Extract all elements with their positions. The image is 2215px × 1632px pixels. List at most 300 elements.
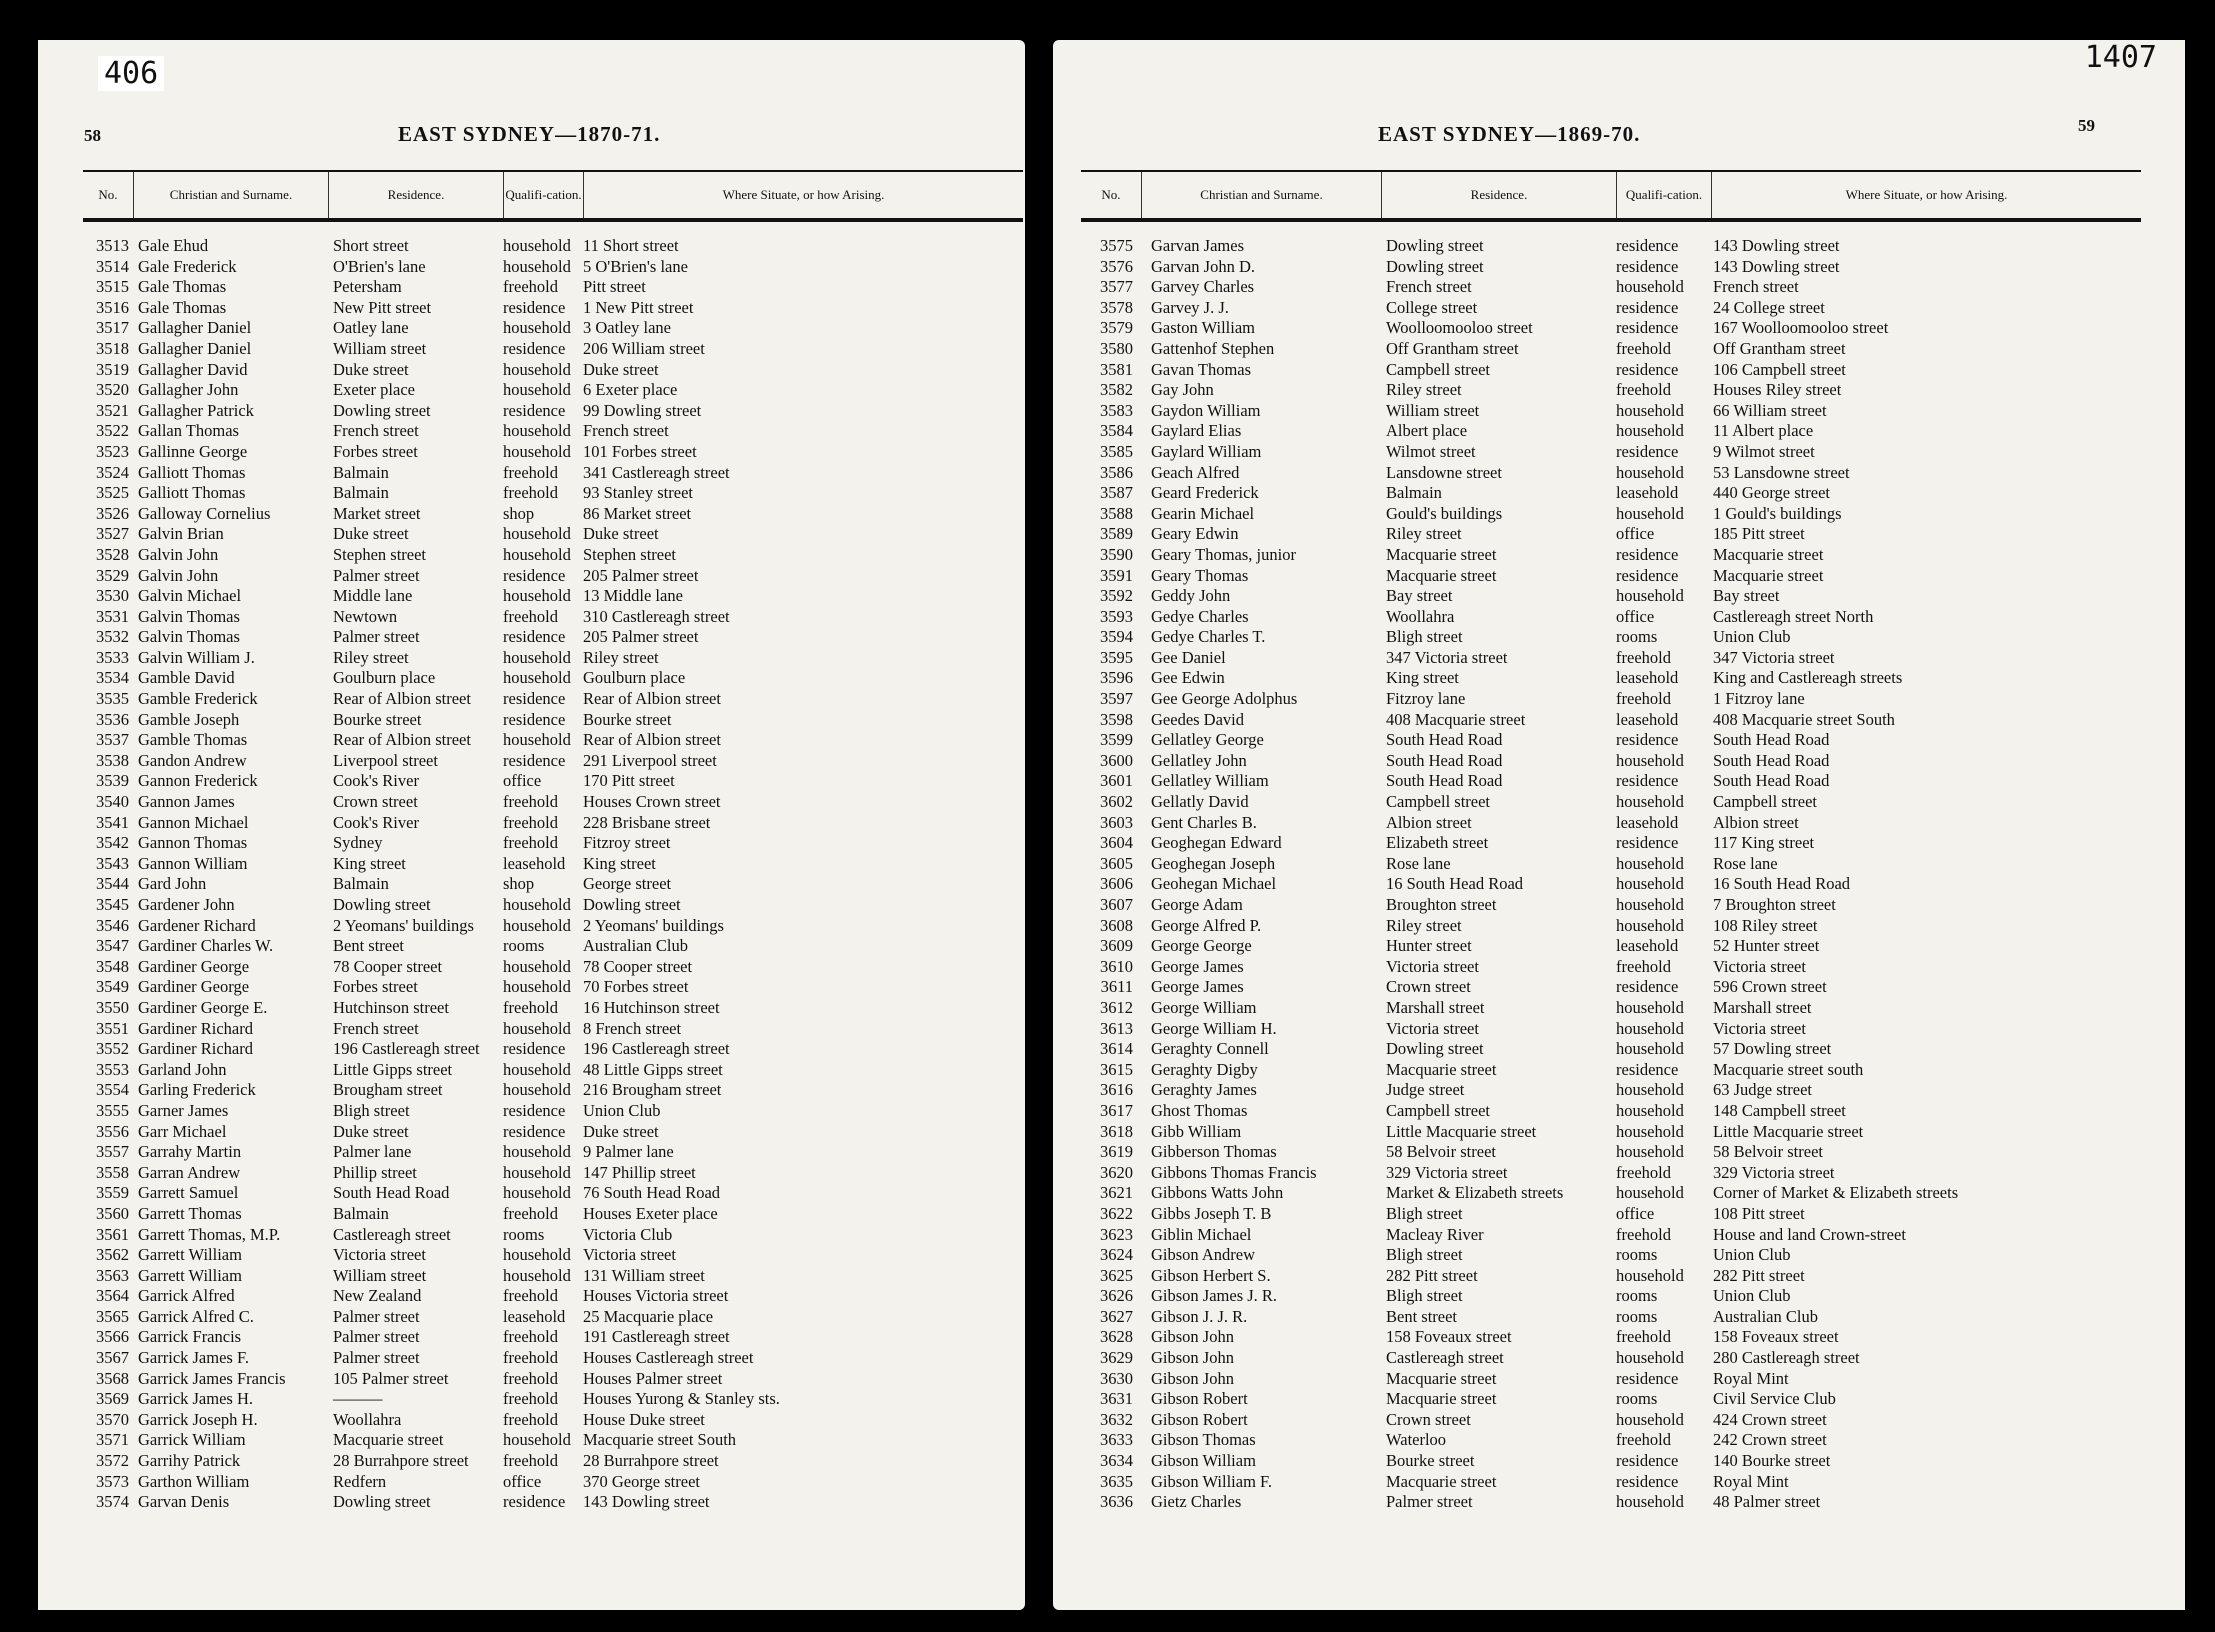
table-row (83, 483, 1013, 504)
entry-where: Houses Crown street (583, 792, 721, 812)
entry-where: 108 Pitt street (1713, 1203, 1805, 1223)
entry-qualification: household (1616, 1183, 1684, 1203)
entry-where: 310 Castlereagh street (583, 606, 730, 626)
entry-residence: Palmer street (333, 1348, 420, 1368)
table-row (83, 257, 1013, 278)
table-row (1081, 421, 2171, 442)
table-row (1081, 1327, 2171, 1348)
table-row (1081, 792, 2171, 813)
entry-qualification: household (503, 1430, 571, 1450)
entry-where: 48 Little Gipps street (583, 1059, 723, 1079)
entry-where: King street (583, 853, 656, 873)
entry-qualification: household (503, 977, 571, 997)
entry-qualification: household (503, 647, 571, 667)
entry-name: Gallagher David (138, 359, 248, 379)
table-row (1081, 771, 2171, 792)
entry-where: Houses Palmer street (583, 1368, 723, 1388)
entry-residence: South Head Road (1386, 771, 1503, 791)
table-row (83, 1266, 1013, 1287)
entry-qualification: freehold (1616, 1327, 1671, 1347)
entry-number: 3600 (1100, 750, 1133, 770)
entry-number: 3566 (96, 1327, 129, 1347)
entry-where: 63 Judge street (1713, 1080, 1812, 1100)
entry-where: 242 Crown street (1713, 1430, 1827, 1450)
entry-qualification: leasehold (1616, 668, 1679, 688)
entry-where: Royal Mint (1713, 1368, 1789, 1388)
entry-where: 424 Crown street (1713, 1409, 1827, 1429)
entry-name: Gedye Charles T. (1151, 627, 1266, 647)
entry-qualification: freehold (503, 792, 558, 812)
running-head: EAST SYDNEY—1870-71. (398, 122, 661, 146)
entry-where: 280 Castlereagh street (1713, 1348, 1860, 1368)
entry-qualification: household (1616, 792, 1684, 812)
entry-number: 3618 (1100, 1121, 1133, 1141)
entry-qualification: leasehold (503, 1306, 566, 1326)
entry-qualification: freehold (1616, 1224, 1671, 1244)
entry-where: 117 King street (1713, 833, 1815, 853)
table-row (1081, 380, 2171, 401)
entry-qualification: household (1616, 1039, 1684, 1059)
entry-where: Victoria Club (583, 1224, 673, 1244)
entry-where: 341 Castlereagh street (583, 462, 730, 482)
entry-number: 3559 (96, 1183, 129, 1203)
entry-number: 3516 (96, 297, 129, 317)
table-row (83, 874, 1013, 895)
entry-residence: Newtown (333, 606, 398, 626)
entry-name: Gibson John (1151, 1348, 1234, 1368)
table-row (83, 1163, 1013, 1184)
entry-qualification: household (1616, 1348, 1684, 1368)
table-row (1081, 1451, 2171, 1472)
entry-name: Gannon James (138, 792, 235, 812)
entry-number: 3598 (1100, 709, 1133, 729)
table-row (1081, 627, 2171, 648)
archive-folio-number: 406 (98, 56, 164, 91)
entry-number: 3580 (1100, 338, 1133, 358)
entry-number: 3552 (96, 1039, 129, 1059)
entry-qualification: freehold (1616, 647, 1671, 667)
entry-number: 3573 (96, 1471, 129, 1491)
entry-residence: Macquarie street (1386, 1389, 1497, 1409)
entry-qualification: household (503, 359, 571, 379)
entry-where: 2 Yeomans' buildings (583, 915, 724, 935)
entry-residence: Palmer street (333, 1306, 420, 1326)
entry-name: Gee Daniel (1151, 647, 1226, 667)
table-row (83, 627, 1013, 648)
entry-residence: Duke street (333, 359, 409, 379)
table-row (1081, 1389, 2171, 1410)
entry-qualification: household (503, 956, 571, 976)
entry-residence: Victoria street (333, 1245, 426, 1265)
entry-qualification: household (1616, 997, 1684, 1017)
entry-where: Union Club (1713, 1245, 1791, 1265)
entry-qualification: residence (1616, 256, 1679, 276)
entry-number: 3547 (96, 936, 129, 956)
entry-residence: Phillip street (333, 1162, 417, 1182)
entry-where: Victoria street (1713, 956, 1806, 976)
entry-where: Victoria street (1713, 1018, 1806, 1038)
entry-residence: William street (333, 1265, 427, 1285)
entry-qualification: residence (503, 689, 566, 709)
entry-name: Garvan John D. (1151, 256, 1256, 276)
entry-number: 3535 (96, 689, 129, 709)
entry-number: 3553 (96, 1059, 129, 1079)
entry-name: Garner James (138, 1100, 229, 1120)
running-head: EAST SYDNEY—1869-70. (1378, 122, 1641, 146)
entry-number: 3627 (1100, 1306, 1133, 1326)
entry-name: George William H. (1151, 1018, 1277, 1038)
entry-number: 3596 (1100, 668, 1133, 688)
entry-where: 11 Short street (583, 236, 679, 255)
entry-where: 93 Stanley street (583, 483, 693, 503)
entry-name: Gardener Richard (138, 915, 256, 935)
entry-where: Rear of Albion street (583, 689, 721, 709)
entry-name: Garrahy Martin (138, 1142, 242, 1162)
entry-where: 228 Brisbane street (583, 812, 711, 832)
entry-residence: Palmer lane (333, 1142, 412, 1162)
entry-qualification: household (1616, 1492, 1684, 1512)
entry-qualification: freehold (503, 1409, 558, 1429)
header-where: Where Situate, or how Arising. (583, 172, 1023, 218)
entry-name: George George (1151, 936, 1252, 956)
entry-number: 3555 (96, 1100, 129, 1120)
entry-name: Garvey J. J. (1151, 297, 1229, 317)
table-row (83, 792, 1013, 813)
entry-number: 3617 (1100, 1100, 1133, 1120)
entry-residence: Rear of Albion street (333, 730, 471, 750)
entry-where: 66 William street (1713, 400, 1827, 420)
entry-name: Gaylard William (1151, 441, 1262, 461)
entry-residence: Albion street (1386, 812, 1472, 832)
entry-name: Gee George Adolphus (1151, 689, 1298, 709)
entry-name: Gale Ehud (138, 236, 209, 255)
entry-qualification: rooms (1616, 1245, 1658, 1265)
entry-name: Garrick Joseph H. (138, 1409, 258, 1429)
entry-qualification: residence (1616, 1451, 1679, 1471)
entry-where: 48 Palmer street (1713, 1492, 1821, 1512)
entry-residence: Woollahra (1386, 606, 1455, 626)
entry-residence: 105 Palmer street (333, 1368, 449, 1388)
table-row (83, 566, 1013, 587)
entry-qualification: residence (1616, 1368, 1679, 1388)
entry-qualification: leasehold (1616, 483, 1679, 503)
entry-residence: Bay street (1386, 586, 1453, 606)
entry-qualification: freehold (1616, 689, 1671, 709)
entry-residence: Duke street (333, 1121, 409, 1141)
entry-name: Garvan James (1151, 236, 1245, 255)
entry-residence: Goulburn place (333, 668, 436, 688)
entry-qualification: household (1616, 1409, 1684, 1429)
table-row (83, 1183, 1013, 1204)
entry-qualification: rooms (1616, 1306, 1658, 1326)
entry-name: Gard John (138, 874, 207, 894)
entry-number: 3536 (96, 709, 129, 729)
entry-residence: Wilmot street (1386, 441, 1476, 461)
entry-where: Houses Riley street (1713, 380, 1842, 400)
entry-where: 53 Lansdowne street (1713, 462, 1850, 482)
table-row (1081, 1080, 2171, 1101)
entry-where: 58 Belvoir street (1713, 1142, 1823, 1162)
entry-qualification: household (1616, 1121, 1684, 1141)
table-row (83, 1472, 1013, 1493)
entry-where: Houses Exeter place (583, 1203, 718, 1223)
entry-number: 3604 (1100, 833, 1133, 853)
entry-residence: Hunter street (1386, 936, 1472, 956)
entry-qualification: leasehold (1616, 936, 1679, 956)
entry-qualification: freehold (503, 1389, 558, 1409)
entry-where: Royal Mint (1713, 1471, 1789, 1491)
table-row (1081, 1492, 2171, 1513)
entry-qualification: shop (503, 503, 535, 523)
entry-residence: Rose lane (1386, 853, 1451, 873)
entry-qualification: freehold (503, 1348, 558, 1368)
entry-residence: South Head Road (333, 1183, 450, 1203)
table-row (1081, 1204, 2171, 1225)
entry-number: 3561 (96, 1224, 129, 1244)
entry-qualification: residence (1616, 441, 1679, 461)
entry-where: 8 French street (583, 1018, 682, 1038)
table-row (83, 298, 1013, 319)
entry-residence: Dowling street (333, 895, 431, 914)
table-row (1081, 504, 2171, 525)
entry-name: Garvan Denis (138, 1492, 230, 1512)
entry-where: Fitzroy street (583, 833, 671, 853)
table-row (83, 1245, 1013, 1266)
entry-residence: Macleay River (1386, 1224, 1484, 1244)
entry-qualification: household (503, 730, 571, 750)
entry-name: Giblin Michael (1151, 1224, 1252, 1244)
entry-residence: 347 Victoria street (1386, 647, 1508, 667)
entry-where: 13 Middle lane (583, 586, 683, 606)
entry-residence: Short street (333, 236, 409, 255)
entry-residence: College street (1386, 297, 1478, 317)
entry-residence: Dowling street (333, 1492, 431, 1512)
entry-name: Galvin Thomas (138, 627, 240, 647)
register-entries (83, 236, 1013, 1513)
entry-residence: Hutchinson street (333, 997, 449, 1017)
entry-residence: 196 Castlereagh street (333, 1039, 480, 1059)
entry-where: 5 O'Brien's lane (583, 256, 688, 276)
entry-number: 3612 (1100, 997, 1133, 1017)
entry-name: Geary Thomas, junior (1151, 544, 1296, 564)
entry-qualification: household (1616, 1080, 1684, 1100)
entry-number: 3522 (96, 421, 129, 441)
entry-number: 3571 (96, 1430, 129, 1450)
entry-where: 143 Dowling street (1713, 256, 1840, 276)
entry-residence: Middle lane (333, 586, 413, 606)
table-row (1081, 1286, 2171, 1307)
entry-name: Gellatley George (1151, 730, 1264, 750)
entry-number: 3588 (1100, 503, 1133, 523)
table-row (1081, 524, 2171, 545)
page-number: 58 (84, 126, 101, 145)
table-row (1081, 1122, 2171, 1143)
entry-number: 3606 (1100, 874, 1133, 894)
entry-qualification: office (1616, 606, 1655, 626)
entry-where: House Duke street (583, 1409, 705, 1429)
entry-qualification: household (503, 1162, 571, 1182)
entry-number: 3592 (1100, 586, 1133, 606)
entry-residence: French street (1386, 277, 1472, 297)
entry-qualification: rooms (1616, 627, 1658, 647)
entry-residence: Balmain (1386, 483, 1442, 503)
entry-number: 3625 (1100, 1265, 1133, 1285)
entry-where: 108 Riley street (1713, 915, 1818, 935)
table-row (1081, 1348, 2171, 1369)
entry-name: Ghost Thomas (1151, 1100, 1248, 1120)
entry-number: 3610 (1100, 956, 1133, 976)
entry-where: 11 Albert place (1713, 421, 1814, 441)
entry-qualification: residence (1616, 359, 1679, 379)
entry-qualification: residence (503, 297, 566, 317)
entry-qualification: office (1616, 1203, 1655, 1223)
entry-qualification: freehold (1616, 1430, 1671, 1450)
table-row (1081, 1060, 2171, 1081)
entry-where: Australian Club (583, 936, 688, 956)
entry-residence: Market & Elizabeth streets (1386, 1183, 1564, 1203)
entry-residence: Crown street (333, 792, 418, 812)
entry-number: 3530 (96, 586, 129, 606)
table-row (83, 689, 1013, 710)
entry-where: 7 Broughton street (1713, 895, 1836, 914)
entry-number: 3624 (1100, 1245, 1133, 1265)
entry-residence: Off Grantham street (1386, 338, 1519, 358)
entry-residence: 282 Pitt street (1386, 1265, 1478, 1285)
entry-number: 3616 (1100, 1080, 1133, 1100)
entry-number: 3628 (1100, 1327, 1133, 1347)
entry-name: Garrick Alfred (138, 1286, 235, 1306)
table-row (83, 1225, 1013, 1246)
header-name: Christian and Surname. (133, 172, 328, 218)
table-row (83, 1389, 1013, 1410)
table-row (83, 442, 1013, 463)
entry-qualification: residence (1616, 977, 1679, 997)
table-row (83, 1080, 1013, 1101)
entry-qualification: residence (503, 709, 566, 729)
table-row (1081, 751, 2171, 772)
entry-name: Garrick James F. (138, 1348, 249, 1368)
entry-qualification: office (503, 1471, 542, 1491)
table-row (83, 1039, 1013, 1060)
entry-residence: Palmer street (333, 565, 420, 585)
entry-name: Geoghegan Edward (1151, 833, 1282, 853)
entry-where: Civil Service Club (1713, 1389, 1836, 1409)
entry-number: 3607 (1100, 895, 1133, 914)
entry-name: Gattenhof Stephen (1151, 338, 1275, 358)
entry-where: 596 Crown street (1713, 977, 1827, 997)
entry-name: Garrick Alfred C. (138, 1306, 254, 1326)
entry-number: 3584 (1100, 421, 1133, 441)
entry-name: Garvey Charles (1151, 277, 1255, 297)
header-residence: Residence. (328, 172, 503, 218)
entry-where: Bourke street (583, 709, 672, 729)
entry-residence: Cook's River (333, 771, 419, 791)
entry-number: 3601 (1100, 771, 1133, 791)
entry-residence: Palmer street (333, 1327, 420, 1347)
table-row (83, 1451, 1013, 1472)
entry-number: 3578 (1100, 297, 1133, 317)
entry-residence: Riley street (1386, 380, 1462, 400)
entry-where: 143 Dowling street (583, 1492, 710, 1512)
entry-number: 3525 (96, 483, 129, 503)
entry-name: Geary Thomas (1151, 565, 1249, 585)
entry-qualification: rooms (503, 1224, 545, 1244)
entry-name: Gamble Thomas (138, 730, 248, 750)
entry-name: Galliott Thomas (138, 462, 246, 482)
entry-qualification: residence (503, 1100, 566, 1120)
entry-number: 3591 (1100, 565, 1133, 585)
entry-residence: Forbes street (333, 977, 418, 997)
entry-name: Geohegan Michael (1151, 874, 1277, 894)
entry-residence: French street (333, 1018, 419, 1038)
entry-number: 3565 (96, 1306, 129, 1326)
table-row (1081, 833, 2171, 854)
entry-residence: Broughton street (1386, 895, 1497, 914)
entry-residence: Petersham (333, 277, 402, 297)
entry-name: Gibson J. J. R. (1151, 1306, 1248, 1326)
table-row (1081, 442, 2171, 463)
entry-name: George James (1151, 977, 1244, 997)
entry-where: 282 Pitt street (1713, 1265, 1805, 1285)
table-row (1081, 1307, 2171, 1328)
entry-residence: Woollahra (333, 1409, 402, 1429)
entry-number: 3539 (96, 771, 129, 791)
entry-number: 3564 (96, 1286, 129, 1306)
table-row (1081, 916, 2171, 937)
entry-name: Gardiner George (138, 956, 250, 976)
entry-name: Gaydon William (1151, 400, 1261, 420)
entry-name: Garrick Francis (138, 1327, 242, 1347)
table-row (83, 957, 1013, 978)
entry-name: Gardener John (138, 895, 235, 914)
entry-where: Union Club (1713, 1286, 1791, 1306)
entry-residence: New Pitt street (333, 297, 432, 317)
entry-number: 3528 (96, 544, 129, 564)
entry-name: Geraghty Digby (1151, 1059, 1258, 1079)
entry-qualification: household (1616, 462, 1684, 482)
entry-number: 3576 (1100, 256, 1133, 276)
entry-qualification: leasehold (503, 853, 566, 873)
entry-number: 3597 (1100, 689, 1133, 709)
table-row (83, 545, 1013, 566)
entry-qualification: household (503, 586, 571, 606)
table-row (1081, 668, 2171, 689)
entry-residence: Bligh street (1386, 1245, 1463, 1265)
entry-residence: Dowling street (333, 400, 431, 420)
entry-residence: 78 Cooper street (333, 956, 443, 976)
entry-name: Gale Thomas (138, 277, 227, 297)
table-row (1081, 1039, 2171, 1060)
entry-where: 1 Fitzroy lane (1713, 689, 1805, 709)
entry-where: Goulburn place (583, 668, 686, 688)
entry-name: Gale Thomas (138, 297, 227, 317)
entry-where: 205 Palmer street (583, 627, 699, 647)
entry-residence: Crown street (1386, 1409, 1471, 1429)
entry-residence: Little Macquarie street (1386, 1121, 1537, 1141)
entry-number: 3542 (96, 833, 129, 853)
entry-where: George street (583, 874, 672, 894)
entry-number: 3622 (1100, 1203, 1133, 1223)
entry-name: Geard Frederick (1151, 483, 1259, 503)
entry-number: 3543 (96, 853, 129, 873)
table-row (1081, 977, 2171, 998)
entry-residence: 16 South Head Road (1386, 874, 1524, 894)
table-row (83, 236, 1013, 257)
entry-qualification: residence (503, 1039, 566, 1059)
entry-where: Houses Castlereagh street (583, 1348, 754, 1368)
entry-where: 16 South Head Road (1713, 874, 1851, 894)
entry-qualification: household (1616, 915, 1684, 935)
